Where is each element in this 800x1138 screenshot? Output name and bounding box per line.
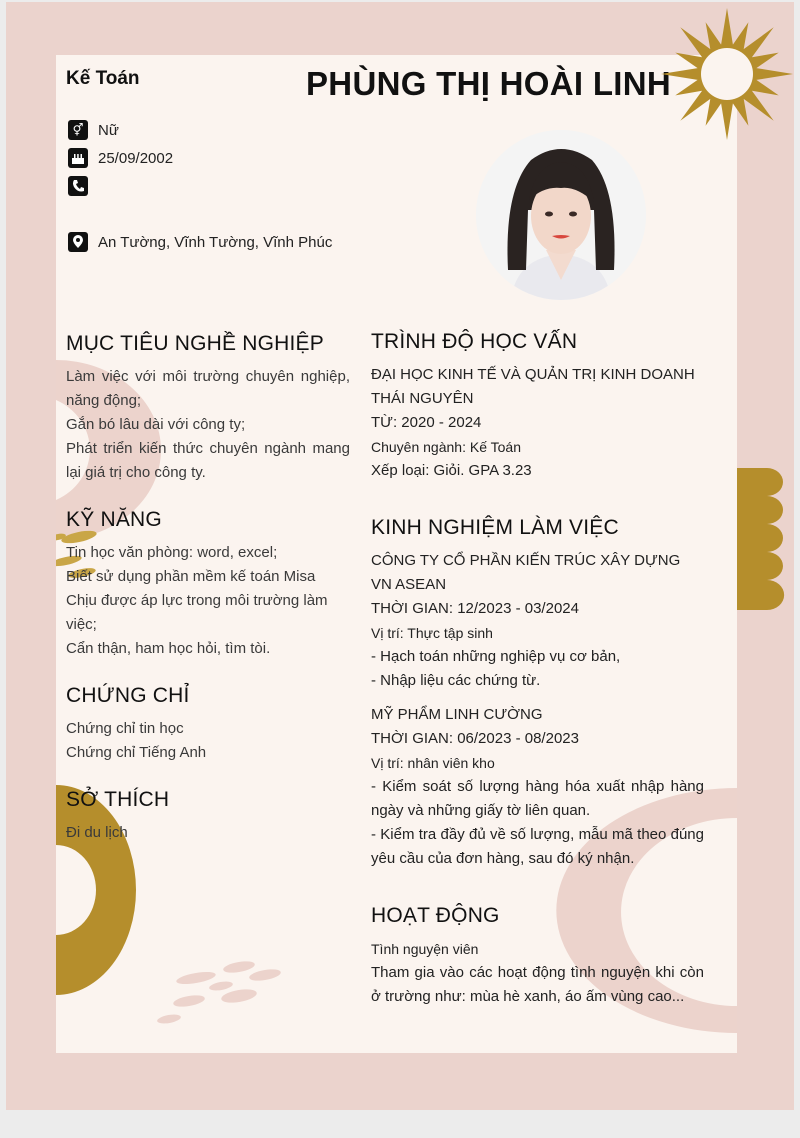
activity-description: Tham gia vào các hoạt động tình nguyện khi còn ở trường như: mùa hè xanh, áo ấm vùng cao... <box>371 964 704 1005</box>
job-role: Kế Toán <box>66 68 140 89</box>
job-1-position: Vị trí: Thực tập sinh <box>371 625 493 641</box>
activities-heading: HOẠT ĐỘNG <box>371 904 500 927</box>
objective-line-3: Phát triển kiến thức chuyên ngành mang lại giá trị cho công ty. <box>66 440 350 481</box>
skill-item-4: Cẩn thận, ham học hỏi, tìm tòi. <box>66 640 271 657</box>
job-2-time: THỜI GIAN: 06/2023 - 08/2023 <box>371 730 579 747</box>
education-period: TỪ: 2020 - 2024 <box>371 414 482 431</box>
activity-role: Tình nguyện viên <box>371 941 479 957</box>
gender-icon: ⚥ <box>68 120 88 140</box>
job-1-task-1: - Hạch toán những nghiệp vụ cơ bản, <box>371 648 621 665</box>
objective-line-1: Làm việc với môi trường chuyên nghiệp, năng động; <box>66 368 350 409</box>
cv-sheet <box>56 55 737 1053</box>
objective-heading: MỤC TIÊU NGHỀ NGHIỆP <box>66 332 324 355</box>
gender-value: Nữ <box>98 121 119 139</box>
education-heading: TRÌNH ĐỘ HỌC VẤN <box>371 330 578 353</box>
contact-address <box>68 231 332 253</box>
certificate-item-2: Chứng chỉ Tiếng Anh <box>66 744 207 761</box>
education-school: ĐẠI HỌC KINH TẾ VÀ QUẢN TRỊ KINH DOANH THÁI NGUYÊN <box>371 366 695 407</box>
contact-birthday <box>68 147 173 169</box>
skill-item-1: Tin học văn phòng: word, excel; <box>66 544 278 561</box>
cv-page <box>6 2 794 1110</box>
job-2-position: Vị trí: nhân viên kho <box>371 755 495 771</box>
contact-gender <box>68 119 119 141</box>
gold-starburst-shape <box>658 6 794 142</box>
contact-phone <box>68 175 98 197</box>
portrait-photo <box>476 130 646 300</box>
phone-icon <box>68 176 88 196</box>
gold-half-circle-shape <box>56 785 138 995</box>
location-icon <box>68 232 88 252</box>
job-2-task-1: - Kiểm soát số lượng hàng hóa xuất nhập hàng ngày và những giấy tờ liên quan. <box>371 778 704 819</box>
birthday-cake-icon <box>68 148 88 168</box>
hobbies-heading: SỞ THÍCH <box>66 788 170 811</box>
hobby-item-1: Đi du lịch <box>66 824 128 841</box>
education-major: Chuyên ngành: Kế Toán <box>371 439 521 455</box>
skills-heading: KỸ NĂNG <box>66 508 162 531</box>
experience-heading: KINH NGHIỆM LÀM VIỆC <box>371 516 619 539</box>
candidate-name: PHÙNG THỊ HOÀI LINH <box>306 65 672 102</box>
education-grade: Xếp loại: Giỏi. GPA 3.23 <box>371 462 532 479</box>
job-1-task-2: - Nhập liệu các chứng từ. <box>371 672 541 689</box>
job-2-company: MỸ PHẨM LINH CƯỜNG <box>371 706 543 723</box>
job-1-company: CÔNG TY CỔ PHẦN KIẾN TRÚC XÂY DỰNG VN ASEAN <box>371 552 681 593</box>
job-2-task-2: - Kiểm tra đầy đủ về số lượng, mẫu mã theo đúng yêu cầu của đơn hàng, sau đó ký nhận. <box>371 826 704 867</box>
certificate-item-1: Chứng chỉ tin học <box>66 720 184 737</box>
skill-item-3: Chịu được áp lực trong môi trường làm việc; <box>66 592 328 633</box>
gold-wave-shape <box>737 468 785 610</box>
skill-item-2: Biết sử dụng phần mềm kế toán Misa <box>66 568 316 585</box>
certificates-heading: CHỨNG CHỈ <box>66 684 190 707</box>
job-1-time: THỜI GIAN: 12/2023 - 03/2024 <box>371 600 579 617</box>
birthday-value: 25/09/2002 <box>98 149 174 167</box>
objective-line-2: Gắn bó lâu dài với công ty; <box>66 416 246 433</box>
pink-dash-strokes <box>151 953 291 1028</box>
address-value: An Tường, Vĩnh Tường, Vĩnh Phúc <box>98 233 333 251</box>
